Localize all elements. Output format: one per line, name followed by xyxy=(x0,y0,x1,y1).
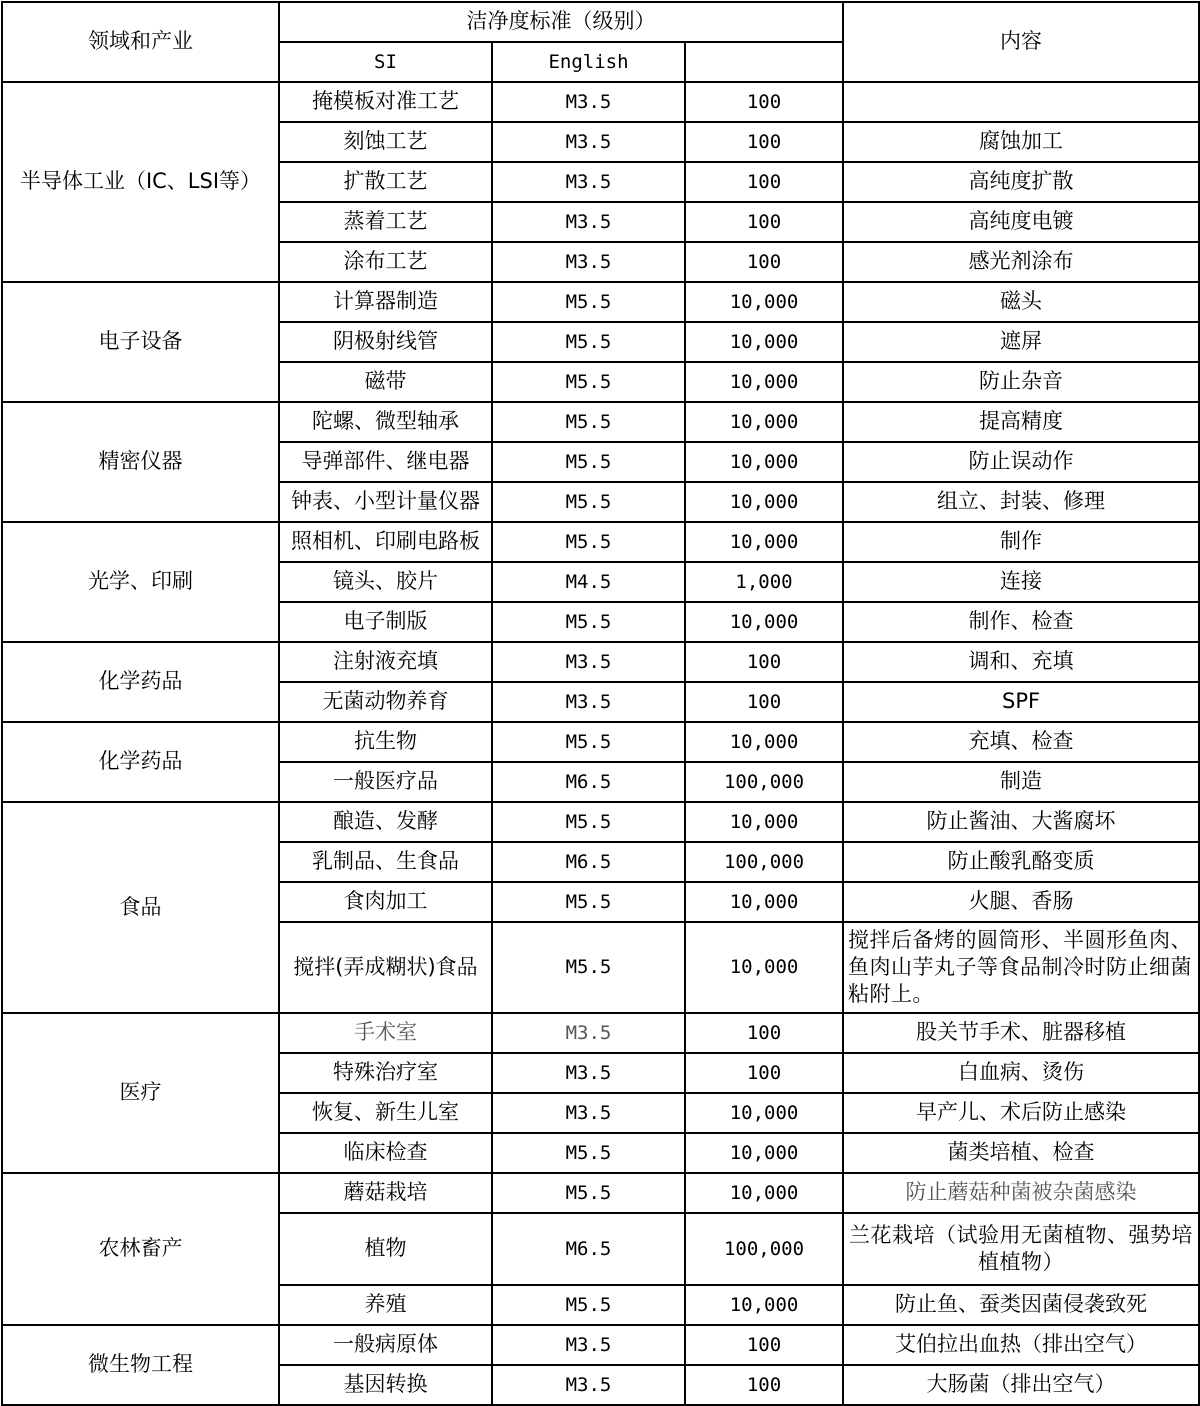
domain-cell: 半导体工业（IC、LSI等） xyxy=(2,82,279,282)
domain-cell: 食品 xyxy=(2,802,279,1013)
item-cell: 镜头、胶片 xyxy=(279,562,492,602)
domain-cell: 电子设备 xyxy=(2,282,279,402)
si-level-cell: M5.5 xyxy=(492,362,685,402)
table-row xyxy=(2,1173,1199,1213)
item-cell: 照相机、印刷电路板 xyxy=(279,522,492,562)
content-cell xyxy=(843,82,1199,122)
english-level-cell: 100,000 xyxy=(685,762,843,802)
content-cell: 遮屏 xyxy=(843,322,1199,362)
item-cell: 一般病原体 xyxy=(279,1325,492,1365)
content-cell: 调和、充填 xyxy=(843,642,1199,682)
content-cell: 制作 xyxy=(843,522,1199,562)
english-level-cell: 10,000 xyxy=(685,322,843,362)
english-level-cell: 10,000 xyxy=(685,922,843,1013)
table-row xyxy=(2,282,1199,322)
content-cell: 防止杂音 xyxy=(843,362,1199,402)
domain-cell: 农林畜产 xyxy=(2,1173,279,1325)
item-cell: 手术室 xyxy=(279,1013,492,1053)
domain-cell: 化学药品 xyxy=(2,722,279,802)
english-level-cell: 100 xyxy=(685,82,843,122)
item-cell: 搅拌(弄成糊状)食品 xyxy=(279,922,492,1013)
item-cell: 注射液充填 xyxy=(279,642,492,682)
english-level-cell: 10,000 xyxy=(685,882,843,922)
content-cell: 菌类培植、检查 xyxy=(843,1133,1199,1173)
si-level-cell: M3.5 xyxy=(492,1365,685,1405)
content-cell: 防止蘑菇种菌被杂菌感染 xyxy=(843,1173,1199,1213)
content-cell: 白血病、烫伤 xyxy=(843,1053,1199,1093)
content-cell: 制作、检查 xyxy=(843,602,1199,642)
content-cell: 充填、检查 xyxy=(843,722,1199,762)
content-cell: 股关节手术、脏器移植 xyxy=(843,1013,1199,1053)
english-level-cell: 1,000 xyxy=(685,562,843,602)
item-cell: 刻蚀工艺 xyxy=(279,122,492,162)
si-level-cell: M5.5 xyxy=(492,282,685,322)
english-level-cell: 10,000 xyxy=(685,602,843,642)
si-level-cell: M5.5 xyxy=(492,1173,685,1213)
header-standard: 洁净度标准（级别） xyxy=(279,2,843,42)
si-level-cell: M3.5 xyxy=(492,682,685,722)
item-cell: 磁带 xyxy=(279,362,492,402)
content-cell: 提高精度 xyxy=(843,402,1199,442)
english-level-cell: 100 xyxy=(685,1325,843,1365)
content-cell: 防止酸乳酪变质 xyxy=(843,842,1199,882)
english-level-cell: 100 xyxy=(685,162,843,202)
table-row xyxy=(2,802,1199,842)
english-level-cell: 10,000 xyxy=(685,522,843,562)
si-level-cell: M5.5 xyxy=(492,602,685,642)
domain-cell: 精密仪器 xyxy=(2,402,279,522)
item-cell: 酿造、发酵 xyxy=(279,802,492,842)
content-cell: 早产儿、术后防止感染 xyxy=(843,1093,1199,1133)
table-row xyxy=(2,522,1199,562)
si-level-cell: M6.5 xyxy=(492,762,685,802)
item-cell: 特殊治疗室 xyxy=(279,1053,492,1093)
english-level-cell: 10,000 xyxy=(685,402,843,442)
si-level-cell: M5.5 xyxy=(492,1133,685,1173)
si-level-cell: M3.5 xyxy=(492,1053,685,1093)
si-level-cell: M6.5 xyxy=(492,1213,685,1285)
english-level-cell: 100 xyxy=(685,242,843,282)
english-level-cell: 100 xyxy=(685,682,843,722)
content-cell: 防止酱油、大酱腐坏 xyxy=(843,802,1199,842)
item-cell: 涂布工艺 xyxy=(279,242,492,282)
item-cell: 一般医疗品 xyxy=(279,762,492,802)
si-level-cell: M3.5 xyxy=(492,242,685,282)
table-row xyxy=(2,722,1199,762)
table-row xyxy=(2,402,1199,442)
item-cell: 临床检查 xyxy=(279,1133,492,1173)
si-level-cell: M3.5 xyxy=(492,202,685,242)
item-cell: 蘑菇栽培 xyxy=(279,1173,492,1213)
item-cell: 电子制版 xyxy=(279,602,492,642)
content-cell: 制造 xyxy=(843,762,1199,802)
item-cell: 蒸着工艺 xyxy=(279,202,492,242)
english-level-cell: 10,000 xyxy=(685,282,843,322)
si-level-cell: M5.5 xyxy=(492,882,685,922)
english-level-cell: 100 xyxy=(685,642,843,682)
table-row xyxy=(2,82,1199,122)
si-level-cell: M3.5 xyxy=(492,642,685,682)
english-level-cell: 10,000 xyxy=(685,722,843,762)
english-level-cell: 10,000 xyxy=(685,362,843,402)
si-level-cell: M5.5 xyxy=(492,482,685,522)
header-domain: 领域和产业 xyxy=(2,2,279,82)
domain-cell: 化学药品 xyxy=(2,642,279,722)
si-level-cell: M5.5 xyxy=(492,402,685,442)
english-level-cell: 100 xyxy=(685,1053,843,1093)
content-cell: 防止鱼、蚕类因菌侵袭致死 xyxy=(843,1285,1199,1325)
item-cell: 无菌动物养育 xyxy=(279,682,492,722)
si-level-cell: M3.5 xyxy=(492,1325,685,1365)
item-cell: 陀螺、微型轴承 xyxy=(279,402,492,442)
si-level-cell: M3.5 xyxy=(492,1093,685,1133)
item-cell: 抗生物 xyxy=(279,722,492,762)
header-english: English xyxy=(492,42,685,82)
item-cell: 基因转换 xyxy=(279,1365,492,1405)
header-content: 内容 xyxy=(843,2,1199,82)
content-cell: 艾伯拉出血热（排出空气） xyxy=(843,1325,1199,1365)
english-level-cell: 100,000 xyxy=(685,842,843,882)
english-level-cell: 100 xyxy=(685,122,843,162)
si-level-cell: M3.5 xyxy=(492,162,685,202)
content-cell: 高纯度扩散 xyxy=(843,162,1199,202)
cleanroom-standards-table xyxy=(1,1,1200,1406)
english-level-cell: 10,000 xyxy=(685,442,843,482)
english-level-cell: 10,000 xyxy=(685,482,843,522)
si-level-cell: M5.5 xyxy=(492,922,685,1013)
item-cell: 导弹部件、继电器 xyxy=(279,442,492,482)
english-level-cell: 100 xyxy=(685,1013,843,1053)
content-cell: 搅拌后备烤的圆筒形、半圆形鱼肉、鱼肉山芋丸子等食品制冷时防止细菌粘附上。 xyxy=(843,922,1199,1013)
domain-cell: 光学、印刷 xyxy=(2,522,279,642)
item-cell: 扩散工艺 xyxy=(279,162,492,202)
english-level-cell: 10,000 xyxy=(685,1285,843,1325)
item-cell: 植物 xyxy=(279,1213,492,1285)
si-level-cell: M6.5 xyxy=(492,842,685,882)
item-cell: 食肉加工 xyxy=(279,882,492,922)
header-si: SI xyxy=(279,42,492,82)
si-level-cell: M5.5 xyxy=(492,722,685,762)
english-level-cell: 100,000 xyxy=(685,1213,843,1285)
table-row xyxy=(2,1325,1199,1365)
content-cell: 腐蚀加工 xyxy=(843,122,1199,162)
item-cell: 恢复、新生儿室 xyxy=(279,1093,492,1133)
english-level-cell: 10,000 xyxy=(685,1093,843,1133)
si-level-cell: M5.5 xyxy=(492,522,685,562)
si-level-cell: M5.5 xyxy=(492,322,685,362)
item-cell: 阴极射线管 xyxy=(279,322,492,362)
table-row xyxy=(2,1013,1199,1053)
si-level-cell: M3.5 xyxy=(492,122,685,162)
content-cell: 连接 xyxy=(843,562,1199,602)
content-cell: SPF xyxy=(843,682,1199,722)
si-level-cell: M5.5 xyxy=(492,802,685,842)
domain-cell: 医疗 xyxy=(2,1013,279,1173)
si-level-cell: M4.5 xyxy=(492,562,685,602)
si-level-cell: M5.5 xyxy=(492,1285,685,1325)
english-level-cell: 10,000 xyxy=(685,1173,843,1213)
si-level-cell: M3.5 xyxy=(492,1013,685,1053)
item-cell: 钟表、小型计量仪器 xyxy=(279,482,492,522)
si-level-cell: M5.5 xyxy=(492,442,685,482)
content-cell: 组立、封装、修理 xyxy=(843,482,1199,522)
item-cell: 乳制品、生食品 xyxy=(279,842,492,882)
content-cell: 兰花栽培（试验用无菌植物、强势培植植物） xyxy=(843,1213,1199,1285)
english-level-cell: 100 xyxy=(685,1365,843,1405)
content-cell: 防止误动作 xyxy=(843,442,1199,482)
si-level-cell: M3.5 xyxy=(492,82,685,122)
english-level-cell: 10,000 xyxy=(685,1133,843,1173)
item-cell: 掩模板对准工艺 xyxy=(279,82,492,122)
english-level-cell: 10,000 xyxy=(685,802,843,842)
item-cell: 养殖 xyxy=(279,1285,492,1325)
item-cell: 计算器制造 xyxy=(279,282,492,322)
content-cell: 磁头 xyxy=(843,282,1199,322)
content-cell: 火腿、香肠 xyxy=(843,882,1199,922)
english-level-cell: 100 xyxy=(685,202,843,242)
content-cell: 感光剂涂布 xyxy=(843,242,1199,282)
domain-cell: 微生物工程 xyxy=(2,1325,279,1405)
content-cell: 大肠菌（排出空气） xyxy=(843,1365,1199,1405)
content-cell: 高纯度电镀 xyxy=(843,202,1199,242)
table-row xyxy=(2,642,1199,682)
